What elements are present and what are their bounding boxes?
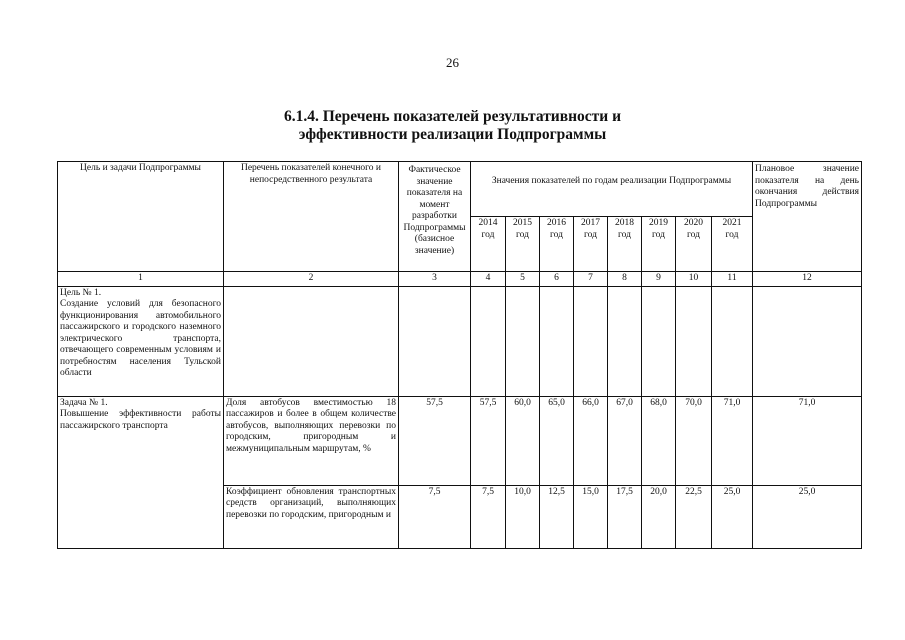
column-number: 1 bbox=[58, 272, 224, 287]
column-number: 10 bbox=[676, 272, 712, 287]
column-number: 12 bbox=[753, 272, 862, 287]
column-number-row bbox=[58, 272, 862, 287]
indicator-value-2015: 60,0 bbox=[506, 396, 540, 485]
goal-text: Создание условий для безопасного функционирования автомобильного пассажирского и городского наземного электрического транспорта, отвечающего современным условиям и потребностям населения Тульской области bbox=[60, 299, 221, 378]
indicator-value-2016: 12,5 bbox=[540, 485, 574, 548]
column-number: 2 bbox=[224, 272, 399, 287]
goal-cell bbox=[58, 286, 224, 396]
column-number: 11 bbox=[712, 272, 753, 287]
header-year-2015: 2015 год bbox=[506, 217, 540, 272]
header-year-2017: 2017 год bbox=[574, 217, 608, 272]
indicator-value-2020: 70,0 bbox=[676, 396, 712, 485]
task-label: Задача № 1. bbox=[60, 397, 108, 408]
title-line-1: 6.1.4. Перечень показателей результативности и bbox=[283, 108, 622, 125]
page-number: 26 bbox=[446, 55, 459, 70]
indicator-name: Коэффициент обновления транспортных средств организаций, выполняющих перевозки по городским, пригородным и bbox=[224, 485, 399, 548]
goal-label: Цель № 1. bbox=[60, 287, 102, 298]
task-cell bbox=[58, 396, 224, 548]
indicator-value-2015: 10,0 bbox=[506, 485, 540, 548]
indicator-value-2018: 17,5 bbox=[608, 485, 642, 548]
header-year-2020: 2020 год bbox=[676, 217, 712, 272]
indicator-value-2019: 20,0 bbox=[642, 485, 676, 548]
indicator-value-2017: 15,0 bbox=[574, 485, 608, 548]
header-year-2016: 2016 год bbox=[540, 217, 574, 272]
indicator-name: Доля автобусов вместимостью 18 пассажиров и более в общем количестве автобусов, выполняющих перевозки по городским, пригородным и межмуниципальным маршрутам, % bbox=[224, 396, 399, 485]
indicators-table bbox=[57, 161, 862, 549]
task-text: Повышение эффективности работы пассажирского транспорта bbox=[60, 409, 221, 431]
indicator-value-2021: 25,0 bbox=[712, 485, 753, 548]
indicator-base-value: 7,5 bbox=[399, 485, 471, 548]
header-planned-value: Плановое значение показателя на день окончания действия Подпрограммы bbox=[753, 162, 862, 272]
indicator-planned-value: 25,0 bbox=[753, 485, 862, 548]
column-number: 9 bbox=[642, 272, 676, 287]
indicator-base-value: 57,5 bbox=[399, 396, 471, 485]
header-base-value: Фактическое значение показателя на момент разработки Подпрограммы (базисное значение) bbox=[399, 162, 471, 272]
table-row bbox=[58, 396, 862, 485]
indicator-value-2019: 68,0 bbox=[642, 396, 676, 485]
header-row-1 bbox=[58, 162, 862, 217]
column-number: 5 bbox=[506, 272, 540, 287]
header-goals-tasks: Цель и задачи Подпрограммы bbox=[58, 162, 224, 272]
header-years-group: Значения показателей по годам реализации Подпрограммы bbox=[471, 162, 753, 217]
goal-row bbox=[58, 286, 862, 396]
column-number: 7 bbox=[574, 272, 608, 287]
indicator-value-2014: 57,5 bbox=[471, 396, 506, 485]
header-year-2014: 2014 год bbox=[471, 217, 506, 272]
indicator-value-2016: 65,0 bbox=[540, 396, 574, 485]
indicator-planned-value: 71,0 bbox=[753, 396, 862, 485]
header-year-2018: 2018 год bbox=[608, 217, 642, 272]
indicator-value-2020: 22,5 bbox=[676, 485, 712, 548]
header-indicator-list: Перечень показателей конечного и непосредственного результата bbox=[224, 162, 399, 272]
column-number: 8 bbox=[608, 272, 642, 287]
header-year-2019: 2019 год bbox=[642, 217, 676, 272]
column-number: 6 bbox=[540, 272, 574, 287]
indicator-value-2021: 71,0 bbox=[712, 396, 753, 485]
column-number: 3 bbox=[399, 272, 471, 287]
indicator-value-2018: 67,0 bbox=[608, 396, 642, 485]
column-number: 4 bbox=[471, 272, 506, 287]
title-line-2: эффективности реализации Подпрограммы bbox=[298, 126, 607, 143]
header-year-2021: 2021 год bbox=[712, 217, 753, 272]
indicator-value-2014: 7,5 bbox=[471, 485, 506, 548]
page-title bbox=[0, 108, 905, 144]
indicator-value-2017: 66,0 bbox=[574, 396, 608, 485]
